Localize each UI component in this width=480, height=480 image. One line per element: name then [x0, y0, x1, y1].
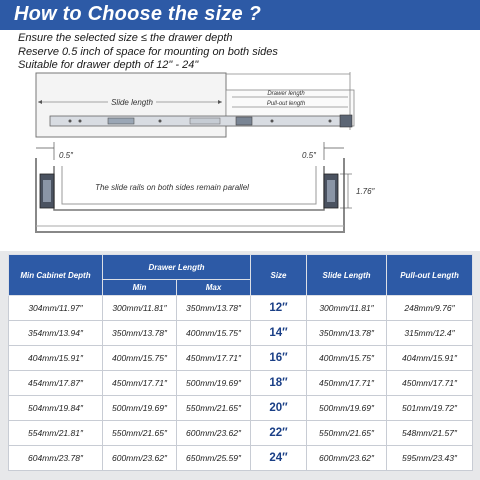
- cell-min-cabinet: 354mm/13.94″: [9, 321, 103, 346]
- cell-pullout-length: 404mm/15.91″: [387, 346, 473, 371]
- cell-pullout-length: 501mm/19.72″: [387, 396, 473, 421]
- cell-min-cabinet: 454mm/17.87″: [9, 371, 103, 396]
- cell-drawer-max: 650mm/25.59″: [177, 446, 251, 471]
- header-drawer-length: Drawer Length: [103, 255, 251, 280]
- header-max: Max: [177, 280, 251, 296]
- cell-pullout-length: 548mm/21.57″: [387, 421, 473, 446]
- rail-height-label: 1.76″: [356, 187, 375, 196]
- cell-drawer-min: 550mm/21.65″: [103, 421, 177, 446]
- header-size: Size: [251, 255, 307, 296]
- table-row: [9, 421, 473, 446]
- size-table-panel: [0, 251, 480, 480]
- pullout-length-label: Pull-out length: [266, 101, 306, 107]
- page-title: How to Choose the size ?: [14, 3, 262, 25]
- slide-diagram: [0, 70, 480, 250]
- cell-slide-length: 600mm/23.62″: [307, 446, 387, 471]
- cell-slide-length: 350mm/13.78″: [307, 321, 387, 346]
- table-row: [9, 371, 473, 396]
- cell-slide-length: 450mm/17.71″: [307, 371, 387, 396]
- table-row: [9, 446, 473, 471]
- table-row: [9, 346, 473, 371]
- note-size-rule: Ensure the selected size ≤ the drawer depth: [18, 32, 233, 44]
- cell-drawer-max: 400mm/15.75″: [177, 321, 251, 346]
- size-table: [8, 254, 473, 471]
- cell-drawer-min: 600mm/23.62″: [103, 446, 177, 471]
- cell-drawer-max: 450mm/17.71″: [177, 346, 251, 371]
- cell-drawer-min: 400mm/15.75″: [103, 346, 177, 371]
- cell-pullout-length: 248mm/9.76″: [387, 296, 473, 321]
- drawer-length-label: Drawer length: [267, 91, 305, 97]
- cabinet-front-view: [36, 142, 376, 232]
- cell-min-cabinet: 604mm/23.78″: [9, 446, 103, 471]
- cell-min-cabinet: 504mm/19.84″: [9, 396, 103, 421]
- header-slide-length: Slide Length: [307, 255, 387, 296]
- right-gap-label: 0.5″: [302, 151, 316, 160]
- note-mounting-space: Reserve 0.5 inch of space for mounting on both sides: [18, 45, 278, 58]
- cell-size: 12″: [251, 296, 307, 321]
- cell-pullout-length: 450mm/17.71″: [387, 371, 473, 396]
- parallel-note: The slide rails on both sides remain parallel: [95, 183, 249, 192]
- table-row: [9, 296, 473, 321]
- cell-drawer-min: 500mm/19.69″: [103, 396, 177, 421]
- header-min-cabinet-depth: Min Cabinet Depth: [9, 255, 103, 296]
- header-pullout-length: Pull-out Length: [387, 255, 473, 296]
- cell-size: 16″: [251, 346, 307, 371]
- cell-pullout-length: 315mm/12.4″: [387, 321, 473, 346]
- cell-slide-length: 400mm/15.75″: [307, 346, 387, 371]
- cell-drawer-min: 350mm/13.78″: [103, 321, 177, 346]
- slide-length-label: Slide length: [111, 98, 153, 107]
- cell-slide-length: 500mm/19.69″: [307, 396, 387, 421]
- cell-min-cabinet: 404mm/15.91″: [9, 346, 103, 371]
- cell-size: 22″: [251, 421, 307, 446]
- cell-drawer-min: 300mm/11.81″: [103, 296, 177, 321]
- cell-size: 18″: [251, 371, 307, 396]
- cell-slide-length: 550mm/21.65″: [307, 421, 387, 446]
- slide-side-view: [36, 72, 354, 137]
- cell-pullout-length: 595mm/23.43″: [387, 446, 473, 471]
- title-banner: [0, 0, 480, 30]
- cell-drawer-max: 500mm/19.69″: [177, 371, 251, 396]
- cell-min-cabinet: 554mm/21.81″: [9, 421, 103, 446]
- cell-min-cabinet: 304mm/11.97″: [9, 296, 103, 321]
- cell-drawer-max: 550mm/21.65″: [177, 396, 251, 421]
- header-min: Min: [103, 280, 177, 296]
- cell-drawer-min: 450mm/17.71″: [103, 371, 177, 396]
- table-row: [9, 396, 473, 421]
- cell-size: 14″: [251, 321, 307, 346]
- cell-size: 20″: [251, 396, 307, 421]
- notes-list: [18, 32, 278, 73]
- cell-size: 24″: [251, 446, 307, 471]
- left-gap-label: 0.5″: [59, 151, 73, 160]
- cell-drawer-max: 350mm/13.78″: [177, 296, 251, 321]
- cell-drawer-max: 600mm/23.62″: [177, 421, 251, 446]
- table-row: [9, 321, 473, 346]
- cell-slide-length: 300mm/11.81″: [307, 296, 387, 321]
- note-drawer-depth: Suitable for drawer depth of 12" - 24": [18, 59, 199, 71]
